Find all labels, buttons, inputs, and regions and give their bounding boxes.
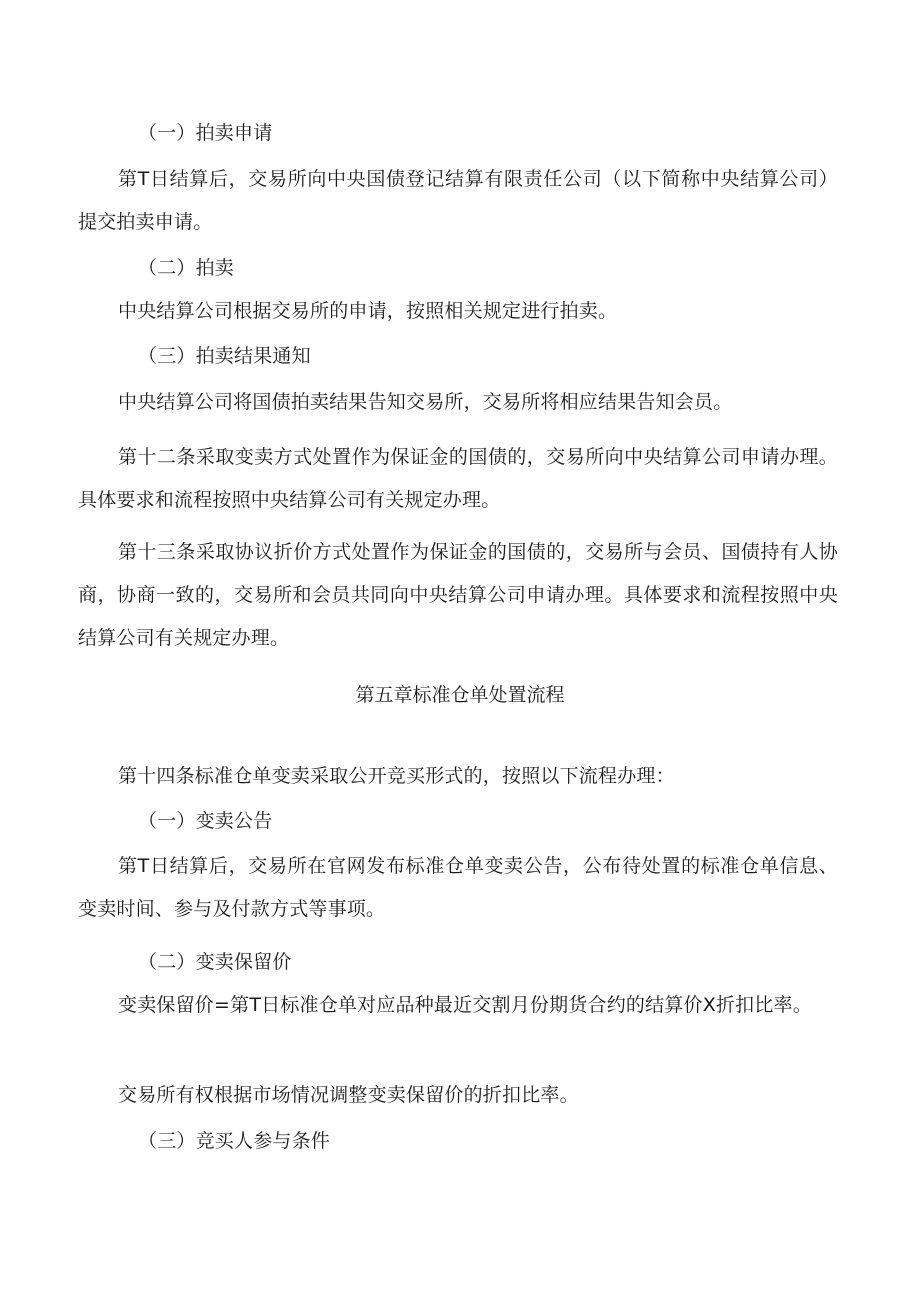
paragraph-auction-result: 中央结算公司将国债拍卖结果告知交易所，交易所将相应结果告知会员。: [118, 391, 733, 413]
paragraph-discount-rate: 交易所有权根据市场情况调整变卖保留价的折扣比率。: [118, 1084, 579, 1106]
paragraph-auction: 中央结算公司根据交易所的申请，按照相关规定进行拍卖。: [118, 300, 618, 322]
section-heading-auction: （二）拍卖: [138, 257, 235, 279]
section-heading-auction-application: （一）拍卖申请: [138, 122, 273, 144]
paragraph-sale-notice: 第T日结算后，交易所在官网发布标准仓单变卖公告，公布待处置的标准仓单信息、变卖时间、参与及付款方式等事项。: [78, 855, 838, 920]
paragraph-article-14: 第十四条标准仓单变卖采取公开竞买形式的，按照以下流程办理：: [118, 765, 675, 787]
paragraph-article-12: 第十二条采取变卖方式处置作为保证金的国债的，交易所向中央结算公司申请办理。具体要求和流程按照中央结算公司有关规定办理。: [78, 446, 838, 511]
paragraph-article-13: 第十三条采取协议折价方式处置作为保证金的国债的，交易所与会员、国债持有人协商，协商一致的，交易所和会员共同向中央结算公司申请办理。具体要求和流程按照中央结算公司有关规定办理。: [78, 541, 838, 649]
section-heading-bidder-conditions: （三）竞买人参与条件: [138, 1130, 331, 1152]
section-heading-sale-notice: （一）变卖公告: [138, 810, 273, 832]
section-heading-auction-result: （三）拍卖结果通知: [138, 345, 311, 367]
section-heading-reserve-price: （二）变卖保留价: [138, 951, 292, 973]
paragraph-auction-application: 第T日结算后，交易所向中央国债登记结算有限责任公司（以下简称中央结算公司）提交拍卖申请。: [78, 168, 838, 233]
chapter-title: 第五章标准仓单处置流程: [355, 684, 565, 706]
paragraph-reserve-price-formula: 变卖保留价=第T日标准仓单对应品种最近交割月份期货合约的结算价X折扣比率。: [118, 994, 812, 1016]
